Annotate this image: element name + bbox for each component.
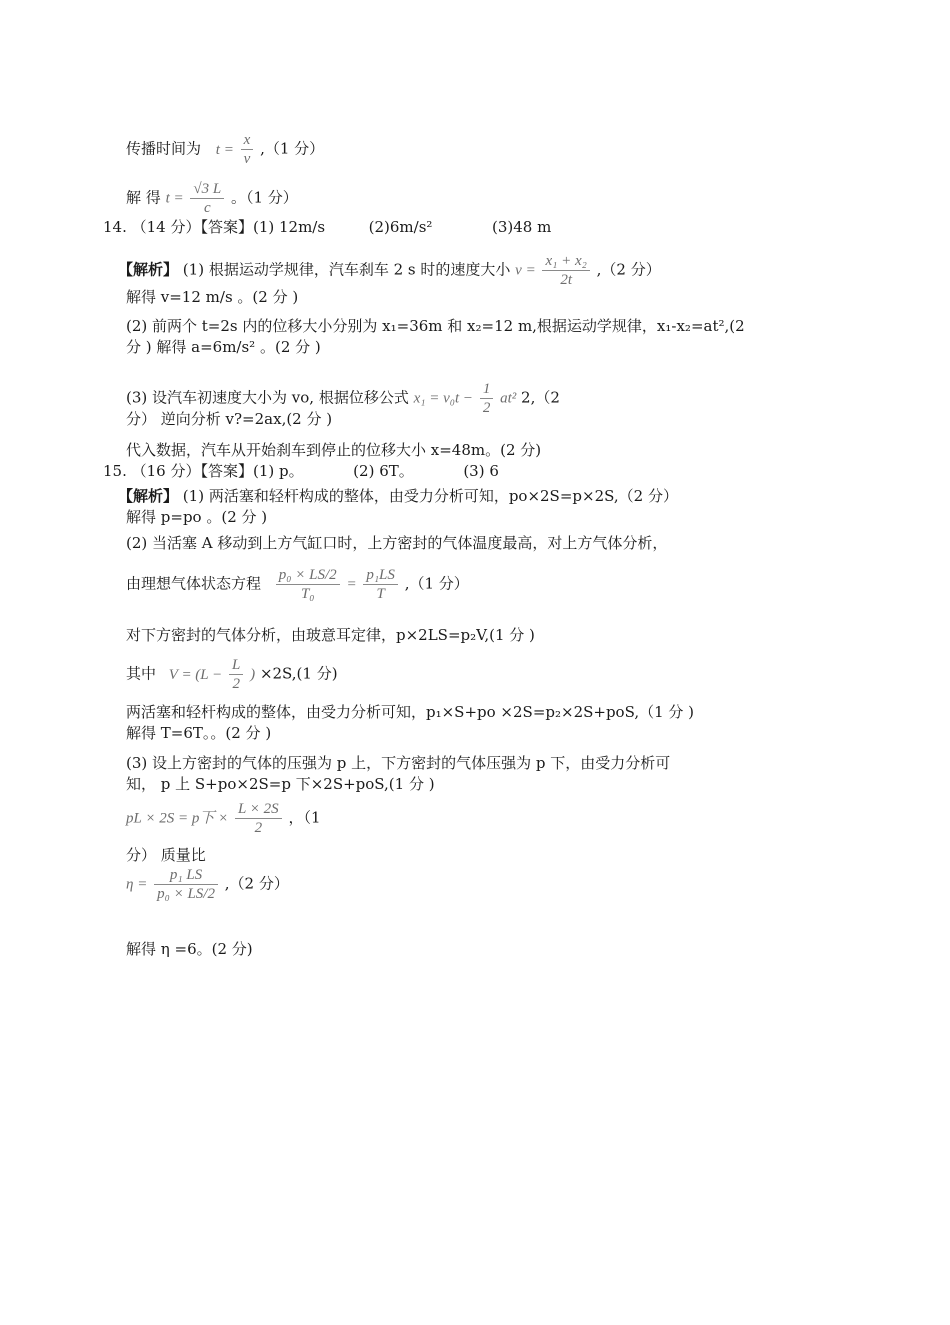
text-line — [126, 180, 298, 217]
line-text: (1) 根据运动学规律，汽车刹车 2 s 时的速度大小 — [182, 260, 511, 279]
analysis-label: 【解析】 — [118, 260, 179, 279]
fraction — [229, 656, 243, 693]
numerator: p₁ LS — [154, 866, 218, 885]
close-paren: ) — [250, 666, 256, 683]
line-text: 解 得 — [126, 188, 161, 207]
fraction — [276, 566, 340, 603]
answer-3: (3) 6 — [463, 462, 499, 480]
text-line — [126, 566, 469, 603]
denominator: p₀ × LS/2 — [157, 886, 215, 902]
numerator: p₀ × LS/2 — [276, 566, 340, 585]
line-text: 其中 — [126, 664, 157, 683]
text-line: (2) 当活塞 A 移动到上方气缸口时，上方密封的气体温度最高，对上方气体分析， — [126, 534, 668, 552]
line-text: 传播时间为 — [126, 139, 202, 158]
question-15-header — [103, 461, 499, 481]
answer-2: (2) 6T。 — [353, 462, 414, 480]
fraction — [363, 566, 398, 603]
text-line: 解得 η =6。(2 分) — [126, 940, 253, 958]
denominator: T₀ — [300, 586, 315, 602]
score-note: ,（1 分） — [404, 574, 469, 593]
equation-lhs: η = — [126, 876, 148, 893]
numerator: x — [241, 131, 254, 150]
text-line — [126, 656, 338, 693]
equation-lhs: x₁ = v₀t − — [413, 390, 474, 407]
equation-lhs: V = (L − — [168, 666, 223, 683]
numerator: x₁ + x₂ — [542, 252, 589, 271]
equation-lhs: t = — [215, 141, 234, 158]
text-line — [118, 486, 678, 506]
question-14-header — [103, 217, 551, 237]
text-line: 对下方密封的气体分析，由玻意耳定律，p×2LS=p₂V,(1 分 ) — [126, 626, 535, 644]
numerator: √3 L — [190, 180, 224, 199]
text-line — [118, 252, 661, 289]
equation-lhs: t = — [165, 190, 184, 207]
answer-2: (2)6m/s² — [368, 218, 433, 236]
text-line: 知， p 上 S+po×2S=p 下×2S+poS,(1 分 ) — [126, 775, 435, 793]
equals-sign: = — [346, 576, 357, 593]
text-line: 分） 逆向分析 v?=2ax,(2 分 ) — [126, 410, 333, 428]
text-line — [126, 866, 289, 903]
fraction — [154, 866, 218, 903]
denominator: 2 — [482, 400, 491, 416]
score-note: ，（1 — [288, 808, 321, 827]
answer-1: 15. （16 分）【答案】(1) p。 — [103, 462, 304, 480]
text-line: 代入数据，汽车从开始刹车到停止的位移大小 x=48m。(2 分) — [126, 441, 542, 459]
denominator: c — [203, 200, 211, 216]
text-line: 两活塞和轻杆构成的整体，由受力分析可知，p₁×S+po ×2S=p₂×2S+poS,（1 分 ) — [126, 703, 695, 721]
denominator: T — [376, 586, 385, 602]
text-line: (3) 设上方密封的气体的压强为 p 上，下方密封的气体压强为 p 下，由受力分析可 — [126, 754, 671, 772]
line-text: 由理想气体状态方程 — [126, 574, 262, 593]
fraction — [190, 180, 224, 217]
text-line — [126, 800, 321, 837]
text-line: (2) 前两个 t=2s 内的位移大小分别为 x₁=36m 和 x₂=12 m,根据运动学规律，x₁-x₂=at²,(2 — [126, 317, 745, 335]
answer-1: 14. （14 分）【答案】(1) 12m/s — [103, 218, 326, 236]
denominator: 2 — [232, 676, 240, 692]
fraction — [542, 252, 589, 289]
numerator: L × 2S — [235, 800, 282, 819]
answer-3: (3)48 m — [491, 218, 552, 236]
numerator: p₁LS — [363, 566, 398, 585]
line-text: (1) 两活塞和轻杆构成的整体，由受力分析可知，po×2S=p×2S,（2 分） — [182, 487, 678, 505]
denominator: 2t — [560, 272, 572, 288]
score-note: 。（1 分） — [231, 188, 298, 207]
equation-term: at² — [500, 390, 517, 407]
score-note: ,（2 分） — [224, 874, 289, 893]
fraction — [241, 131, 254, 168]
text-line: 解得 T=6T。。(2 分 ) — [126, 724, 272, 742]
text-line: 分 ) 解得 a=6m/s² 。(2 分 ) — [126, 338, 321, 356]
equation-lhs: pL × 2S = p下 × — [126, 810, 229, 827]
equation-lhs: v = — [515, 262, 536, 279]
denominator: v — [243, 151, 251, 167]
fraction — [480, 380, 494, 417]
denominator: 2 — [254, 820, 263, 836]
score-note: 2,（2 — [521, 388, 560, 407]
fraction — [235, 800, 282, 837]
text-line — [126, 131, 324, 168]
text-line: 分） 质量比 — [126, 846, 206, 864]
text-line: 解得 p=po 。(2 分 ) — [126, 508, 268, 526]
score-note: ,（2 分） — [596, 260, 661, 279]
text-line: 解得 v=12 m/s 。(2 分 ) — [126, 288, 299, 306]
score-note: ,（1 分） — [260, 139, 325, 158]
numerator: L — [229, 656, 243, 675]
analysis-label: 【解析】 — [118, 487, 179, 505]
numerator: 1 — [480, 380, 494, 399]
line-text: (3) 设汽车初速度大小为 vo, 根据位移公式 — [126, 388, 409, 407]
score-note: ×2S,(1 分) — [259, 664, 338, 683]
